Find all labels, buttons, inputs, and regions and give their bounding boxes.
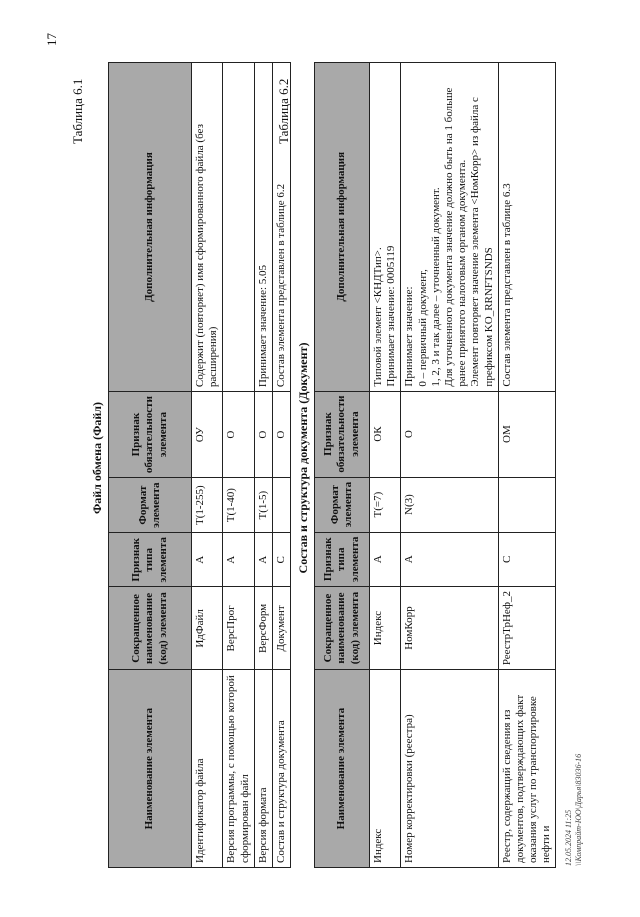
table1-header: Формат элемента: [109, 478, 192, 533]
table2-header-row: [315, 63, 370, 868]
table-cell: Идентификатор файла: [192, 670, 223, 868]
table-cell: Состав и структура документа: [272, 670, 290, 868]
table-cell: А: [254, 533, 272, 587]
rotated-content: [40, 28, 600, 888]
table-cell: ОМ: [498, 391, 556, 477]
table2: [314, 62, 556, 868]
table-cell: [272, 478, 290, 533]
table-cell: T(1-5): [254, 478, 272, 533]
table2-caption: Таблица 6.2: [276, 78, 291, 144]
page-number: 17: [44, 33, 59, 46]
table-cell: T(1-40): [223, 478, 254, 533]
table-cell: N(3): [401, 477, 498, 532]
table-cell: Документ: [272, 587, 290, 670]
table2-title: Состав и структура документа (Документ): [296, 342, 310, 574]
table-cell: Индекс: [370, 670, 401, 868]
table-cell: А: [192, 533, 223, 587]
table-row: [370, 63, 401, 868]
table-cell: Принимает значение: 5.05: [254, 63, 272, 392]
table-row: [192, 63, 223, 868]
table-cell: Версия программы, с помощью которой сформирован файл: [223, 670, 254, 868]
table-cell: Состав элемента представлен в таблице 6.3: [498, 63, 556, 392]
table2-header: Наименование элемента: [315, 670, 370, 868]
table-row: [223, 63, 254, 868]
footer-timestamp: 12.05.2024 11:25: [564, 809, 573, 866]
table-cell: Содержит (повторяет) имя сформированного файла (без расширения): [192, 63, 223, 392]
table-cell: ОК: [370, 391, 401, 477]
table2-header: Признак обязательности элемента: [315, 391, 370, 477]
table1-header: Сокращенное наименование (код) элемента: [109, 587, 192, 670]
table-row: [498, 63, 556, 868]
table-cell: Реестр, содержащий сведения из документов, подтверждающих факт оказания услуг по транспортировке нефти и: [498, 670, 556, 868]
table1: [108, 62, 291, 868]
table2-header: Сокращенное наименование (код) элемента: [315, 586, 370, 669]
table-row: [254, 63, 272, 868]
table1-header: Признак типа элемента: [109, 533, 192, 587]
table-cell: О: [401, 391, 498, 477]
table2-header: Формат элемента: [315, 477, 370, 532]
table1-header-row: [109, 63, 192, 868]
table-cell: Принимает значение: 0 – первичный документ, 1, 2, 3 и так далее – уточненный документ. Для уточненного документа значение должно быть на 1 больше ранее принятого налоговым органом документа. Элемент повторяет значение элемента <НомКорр> из файла с префиксом KO_RRNFTSNDS: [401, 63, 498, 392]
footer-path: \\Компрайт-ЮО\Дарья\83036-16: [573, 753, 583, 866]
table1-header: Наименование элемента: [109, 670, 192, 868]
table-cell: О: [254, 392, 272, 478]
table1-header: Дополнительная информация: [109, 63, 192, 392]
table1-title: Файл обмена (Файл): [90, 401, 104, 515]
table-cell: НомКорр: [401, 586, 498, 669]
table-cell: С: [272, 533, 290, 587]
table-cell: ИдФайл: [192, 587, 223, 670]
table-cell: Версия формата: [254, 670, 272, 868]
table-cell: С: [498, 532, 556, 586]
table-cell: РеестрТрНеф_2: [498, 586, 556, 669]
table-cell: О: [223, 392, 254, 478]
table-cell: ОУ: [192, 392, 223, 478]
table-row: [272, 63, 290, 868]
table-cell: [498, 477, 556, 532]
table-cell: А: [401, 532, 498, 586]
table-cell: Номер корректировки (реестра): [401, 670, 498, 868]
table-cell: Состав элемента представлен в таблице 6.2: [272, 63, 290, 392]
table1-header: Признак обязательности элемента: [109, 392, 192, 478]
table-cell: [223, 63, 254, 392]
table-row: [401, 63, 498, 868]
footer: [564, 754, 583, 866]
table-cell: Типовой элемент <КНДТип>. Принимает значение: 0005119: [370, 63, 401, 392]
table-cell: ВерсПрог: [223, 587, 254, 670]
table-cell: Индекс: [370, 586, 401, 669]
table-cell: О: [272, 392, 290, 478]
table-cell: T(1-255): [192, 478, 223, 533]
table1-caption: Таблица 6.1: [70, 78, 85, 144]
table2-header: Дополнительная информация: [315, 63, 370, 392]
table-cell: T(=7): [370, 477, 401, 532]
table-cell: А: [223, 533, 254, 587]
table-cell: ВерсФорм: [254, 587, 272, 670]
table2-header: Признак типа элемента: [315, 532, 370, 586]
table-cell: А: [370, 532, 401, 586]
